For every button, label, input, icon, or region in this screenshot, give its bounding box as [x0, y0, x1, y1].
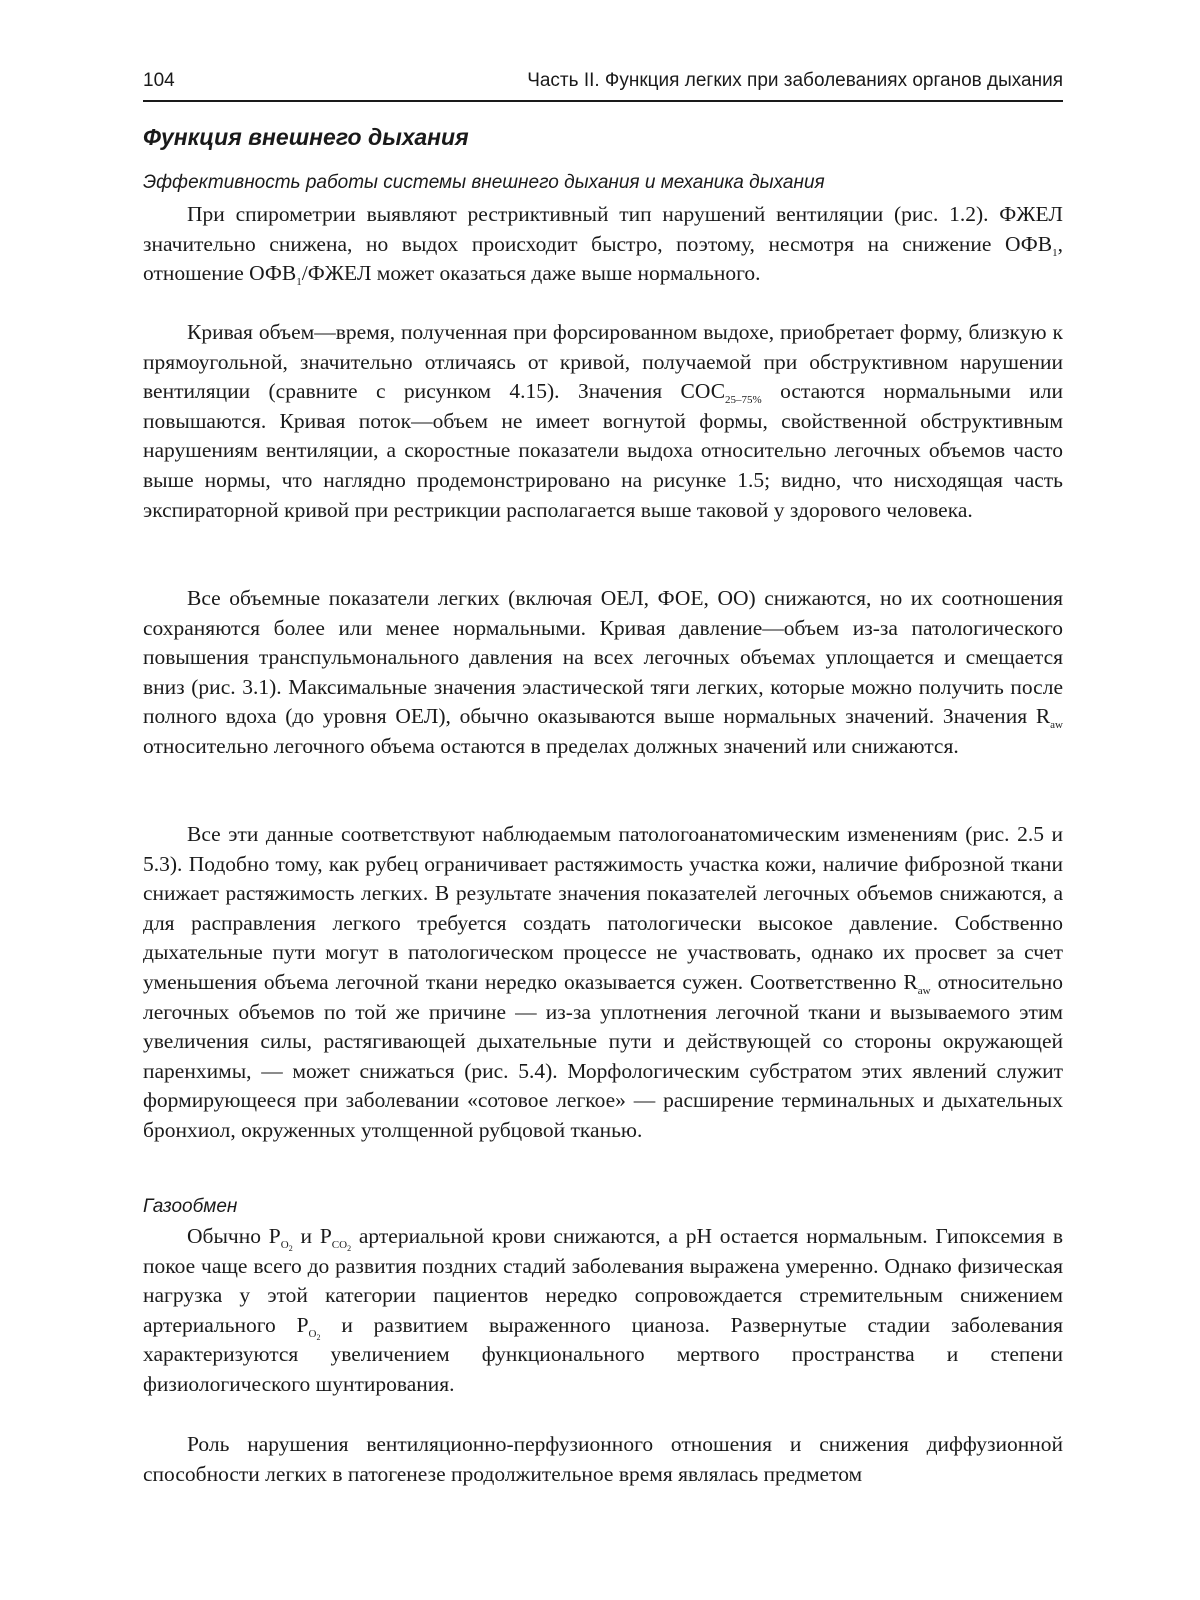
section-title: Функция внешнего дыхания [143, 124, 469, 150]
page-number: 104 [143, 70, 175, 91]
paragraph-gas-exchange: Обычно $P_{O_2}$ и $P_{CO_2}$ артериальной крови снижаются, а pH остается нормальным. Гипоксемия в покое чаще всего до развития поздних стадий заболевания выражена умеренно. Однако физическая нагрузка у этой категории пациентов нередко сопровождается стремительным снижением артериального $P_{O_2}$ и развитием выраженного цианоза. Развернутые стадии заболевания характеризуются увеличением функционального мертвого пространства и степени физиологического шунтирования. [143, 1224, 1063, 1396]
running-title: Часть II. Функция легких при заболеваниях органов дыхания [527, 70, 1063, 91]
subsection-title-gas-exchange: Газообмен [143, 1196, 238, 1217]
paragraph-spirometry: При спирометрии выявляют рестриктивный тип нарушений вентиляции (рис. 1.2). ФЖЕЛ значительно снижена, но выдох происходит быстро, поэтому, несмотря на снижение $ОФВ_1$, отношение $ОФВ_1$/ФЖЕЛ может оказаться даже выше нормального. [143, 202, 1063, 289]
paragraph-lung-volumes: Все объемные показатели легких (включая ОЕЛ, ФОЕ, ОО) снижаются, но их соотношения сохраняются более или менее нормальными. Кривая давление—объем из-за патологического повышения транспульмонального давления на всех легочных объемах уплощается и смещается вниз (рис. 3.1). Максимальные значения эластической тяги легких, которые можно получить после полного вдоха (до уровня ОЕЛ), обычно оказываются выше нормальных значений. Значения $R_{aw}$ относительно легочного объема остаются в пределах должных значений или снижаются. [143, 586, 1063, 758]
paragraph-volume-time-curve: Кривая объем—время, полученная при форсированном выдохе, приобретает форму, близкую к прямоугольной, значительно отличаясь от кривой, получаемой при обструктивном нарушении вентиляции (сравните с рисунком 4.15). Значения $СОС_{25-75\%}$ остаются нормальными или повышаются. Кривая поток—объем не имеет вогнутой формы, свойственной обструктивным нарушениям вентиляции, а скоростные показатели выдоха относительно легочных объемов часто выше нормы, что наглядно продемонстрировано на рисунке 1.5; видно, что нисходящая часть экспираторной кривой при рестрикции располагается выше таковой у здорового человека. [143, 320, 1063, 522]
subsection-title-mechanics: Эффективность работы системы внешнего дыхания и механика дыхания [143, 172, 825, 193]
running-header [143, 64, 1063, 102]
paragraph-ventilation-perfusion: Роль нарушения вентиляционно-перфузионного отношения и снижения диффузионной способности легких в патогенезе продолжительное время являлась предметом [143, 1432, 1063, 1486]
paragraph-pathology: Все эти данные соответствуют наблюдаемым патологоанатомическим изменениям (рис. 2.5 и 5.3). Подобно тому, как рубец ограничивает растяжимость участка кожи, наличие фиброзной ткани снижает растяжимость легких. В результате значения показателей легочных объемов снижаются, а для расправления легкого требуется создать патологически высокое давление. Собственно дыхательные пути могут в патологическом процессе не участвовать, однако их просвет за счет уменьшения объема легочной ткани нередко оказывается сужен. Соответственно $R_{aw}$ относительно легочных объемов по той же причине — из-за уплотнения легочной ткани и вызываемого этим увеличения силы, растягивающей дыхательные пути и действующей со стороны окружающей паренхимы, — может снижаться (рис. 5.4). Морфологическим субстратом этих явлений служит формирующееся при заболевании «сотовое легкое» — расширение терминальных и дыхательных бронхиол, окруженных утолщенной рубцовой тканью. [143, 822, 1063, 1142]
